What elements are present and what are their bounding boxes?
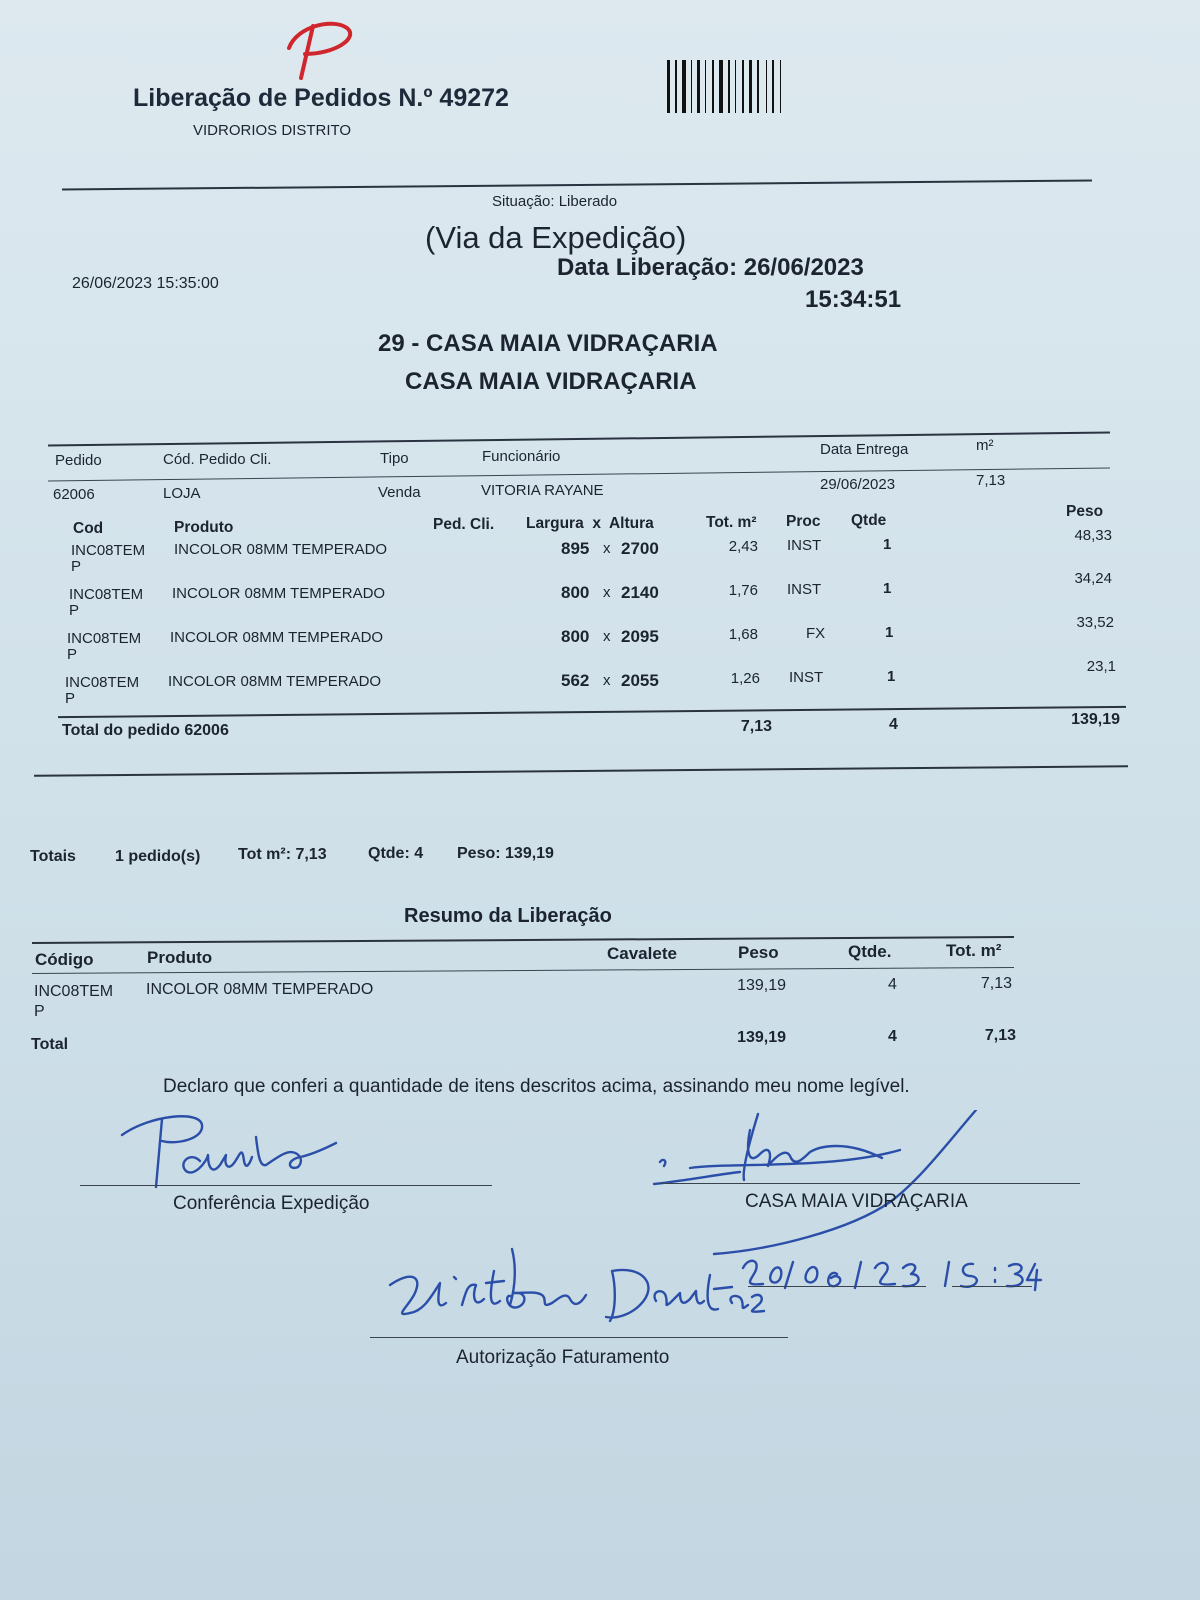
barcode-bar — [712, 60, 714, 113]
barcode-bar — [783, 60, 784, 113]
item-produto: INCOLOR 08MM TEMPERADO — [172, 585, 386, 602]
signature-label-bottom: Autorização Faturamento — [456, 1347, 670, 1368]
barcode-bar — [694, 60, 695, 113]
barcode-bar — [769, 60, 770, 113]
item-x: x — [603, 584, 611, 601]
item-largura: 800 — [561, 583, 590, 602]
item-proc: INST — [787, 537, 822, 554]
page-title: Liberação de Pedidos N.º 49272 — [133, 84, 509, 112]
order-value-cod-pedido-cli: LOJA — [163, 485, 201, 502]
order-header-data-entrega: Data Entrega — [820, 441, 909, 458]
item-tot-m2: 1,26 — [730, 670, 760, 687]
order-header-rule — [48, 468, 1110, 482]
resumo-header-rule — [32, 967, 1014, 974]
item-altura: 2055 — [621, 671, 659, 690]
item-peso: 34,24 — [1074, 570, 1112, 587]
order-value-funcionario: VITORIA RAYANE — [481, 482, 604, 499]
header-divider — [62, 180, 1092, 191]
item-cod: INC08TEM — [69, 586, 144, 603]
order-header-tipo: Tipo — [380, 450, 409, 467]
item-x: x — [603, 540, 611, 557]
item-produto: INCOLOR 08MM TEMPERADO — [170, 629, 384, 646]
item-tot-m2: 1,68 — [728, 626, 758, 643]
barcode-bar — [691, 60, 692, 113]
item-altura: 2140 — [621, 583, 659, 602]
items-header-tot-m2: Tot. m² — [706, 514, 757, 531]
barcode-bar — [780, 60, 781, 113]
item-produto: INCOLOR 08MM TEMPERADO — [168, 673, 382, 690]
barcode-bar — [667, 60, 670, 113]
barcode-bar — [719, 60, 723, 113]
totais-tot-m2: Tot m²: 7,13 — [238, 846, 327, 863]
signature-line-right — [660, 1183, 1080, 1184]
barcode-bar — [776, 60, 778, 113]
stamp-p-mark — [283, 14, 363, 84]
declaration-text: Declaro que conferi a quantidade de itens descritos acima, assinando meu nome legível. — [163, 1076, 910, 1097]
order-top-rule — [48, 432, 1110, 447]
barcode-bar — [754, 60, 755, 113]
item-largura: 895 — [561, 539, 590, 558]
totais-peso: Peso: 139,19 — [457, 845, 554, 862]
barcode-bar — [742, 60, 744, 113]
order-total-peso: 139,19 — [1071, 711, 1120, 728]
item-altura: 2700 — [621, 539, 659, 558]
item-proc: INST — [787, 581, 822, 598]
resumo-header-tot-m2: Tot. m² — [946, 941, 1002, 960]
item-cod: INC08TEM — [67, 630, 142, 647]
items-header-proc: Proc — [786, 513, 821, 530]
release-date: Data Liberação: 26/06/2023 — [557, 254, 864, 281]
barcode-bar — [746, 60, 747, 113]
signature-line-bottom — [370, 1337, 788, 1338]
barcode-bar — [682, 60, 686, 113]
print-datetime: 26/06/2023 15:35:00 — [72, 275, 219, 292]
signature-autorizacao — [380, 1235, 770, 1335]
signature-line-left — [80, 1185, 492, 1186]
order-header-funcionario: Funcionário — [482, 448, 561, 465]
order-total-m2: 7,13 — [740, 718, 772, 735]
items-header-peso: Peso — [1066, 503, 1104, 520]
signature-label-right: CASA MAIA VIDRAÇARIA — [745, 1191, 968, 1212]
order-total-label: Total do pedido 62006 — [62, 722, 229, 739]
item-proc: FX — [806, 625, 826, 642]
order-value-tipo: Venda — [378, 484, 421, 501]
order-header-cod-pedido-cli: Cód. Pedido Cli. — [163, 451, 272, 468]
signature-conferencia — [110, 1105, 380, 1195]
barcode-bar — [672, 60, 673, 113]
items-header-ped-cli: Ped. Cli. — [433, 516, 495, 533]
items-header-qtde: Qtde — [851, 512, 887, 529]
item-tot-m2: 1,76 — [728, 582, 758, 599]
item-cod-suffix: P — [65, 690, 76, 707]
item-peso: 48,33 — [1074, 527, 1112, 544]
barcode-bar — [705, 60, 706, 113]
release-time: 15:34:51 — [805, 286, 902, 313]
item-peso: 33,52 — [1076, 614, 1114, 631]
resumo-total-peso: 139,19 — [737, 1029, 786, 1046]
item-cod-suffix: P — [71, 558, 82, 575]
resumo-header-produto: Produto — [147, 948, 213, 967]
barcode-bar — [702, 60, 703, 113]
order-value-m2: 7,13 — [976, 472, 1006, 489]
barcode-bar — [766, 60, 767, 113]
item-qtde: 1 — [887, 668, 896, 685]
resumo-row-codigo: INC08TEM — [34, 983, 114, 1000]
via-label: (Via da Expedição) — [425, 220, 687, 255]
item-altura: 2095 — [621, 627, 659, 646]
barcode-bar — [688, 60, 689, 113]
barcode-bar — [728, 60, 730, 113]
barcode — [667, 60, 847, 113]
item-tot-m2: 2,43 — [728, 538, 758, 555]
handwritten-datetime — [735, 1250, 1045, 1300]
totais-qtde: Qtde: 4 — [368, 845, 424, 862]
item-qtde: 1 — [883, 536, 892, 553]
barcode-bar — [675, 60, 677, 113]
barcode-bar — [708, 60, 710, 113]
resumo-row-peso: 139,19 — [737, 977, 786, 994]
item-cod-suffix: P — [67, 646, 78, 663]
item-largura: 800 — [561, 627, 590, 646]
item-largura: 562 — [561, 671, 590, 690]
resumo-total-tot-m2: 7,13 — [984, 1027, 1016, 1044]
item-proc: INST — [789, 669, 824, 686]
order-header-m2: m² — [976, 437, 994, 454]
customer-name-line1: 29 - CASA MAIA VIDRAÇARIA — [378, 330, 718, 357]
items-header-produto: Produto — [174, 519, 234, 536]
items-header-dims: Largura x Altura — [526, 515, 654, 532]
resumo-row-qtde: 4 — [888, 976, 897, 993]
order-total-qtde: 4 — [889, 716, 898, 733]
barcode-bar — [725, 60, 726, 113]
resumo-row-tot-m2: 7,13 — [980, 975, 1012, 992]
table-row — [0, 614, 1200, 672]
order-value-data-entrega: 29/06/2023 — [820, 476, 896, 493]
barcode-bar — [749, 60, 752, 113]
barcode-bar — [761, 60, 764, 113]
order-value-pedido: 62006 — [53, 486, 95, 503]
barcode-bar — [735, 60, 736, 113]
table-row — [0, 570, 1200, 628]
resumo-total-qtde: 4 — [888, 1028, 897, 1045]
totais-pedidos: 1 pedido(s) — [115, 848, 201, 865]
order-header-pedido: Pedido — [55, 452, 102, 469]
barcode-bar — [679, 60, 680, 113]
time-underline — [952, 1286, 1032, 1287]
barcode-bar — [738, 60, 740, 113]
items-header-cod: Cod — [73, 520, 104, 537]
resumo-header-qtde: Qtde. — [848, 942, 892, 961]
item-qtde: 1 — [885, 624, 894, 641]
item-cod-suffix: P — [69, 602, 80, 619]
item-x: x — [603, 628, 611, 645]
item-x: x — [603, 672, 611, 689]
barcode-bar — [757, 60, 759, 113]
barcode-bar — [772, 60, 774, 113]
item-qtde: 1 — [883, 580, 892, 597]
barcode-bar — [716, 60, 717, 113]
signature-label-left: Conferência Expedição — [173, 1193, 370, 1214]
resumo-total-label: Total — [31, 1036, 69, 1053]
barcode-bar — [697, 60, 700, 113]
item-cod: INC08TEM — [71, 542, 146, 559]
item-produto: INCOLOR 08MM TEMPERADO — [174, 541, 388, 558]
date-underline — [748, 1286, 926, 1287]
section-divider — [34, 765, 1128, 777]
item-cod: INC08TEM — [65, 674, 140, 691]
customer-name-line2: CASA MAIA VIDRAÇARIA — [405, 368, 697, 395]
resumo-header-codigo: Código — [35, 950, 94, 969]
resumo-title: Resumo da Liberação — [404, 905, 612, 927]
resumo-row-produto: INCOLOR 08MM TEMPERADO — [146, 981, 374, 998]
resumo-header-peso: Peso — [738, 943, 779, 962]
resumo-row-codigo-suffix: P — [34, 1003, 45, 1020]
status-text: Situação: Liberado — [492, 193, 618, 210]
resumo-header-cavalete: Cavalete — [607, 944, 677, 963]
item-peso: 23,1 — [1086, 658, 1116, 675]
totais-label: Totais — [30, 848, 76, 865]
table-row — [0, 658, 1200, 716]
company-name: VIDRORIOS DISTRITO — [193, 122, 352, 139]
barcode-bar — [732, 60, 733, 113]
